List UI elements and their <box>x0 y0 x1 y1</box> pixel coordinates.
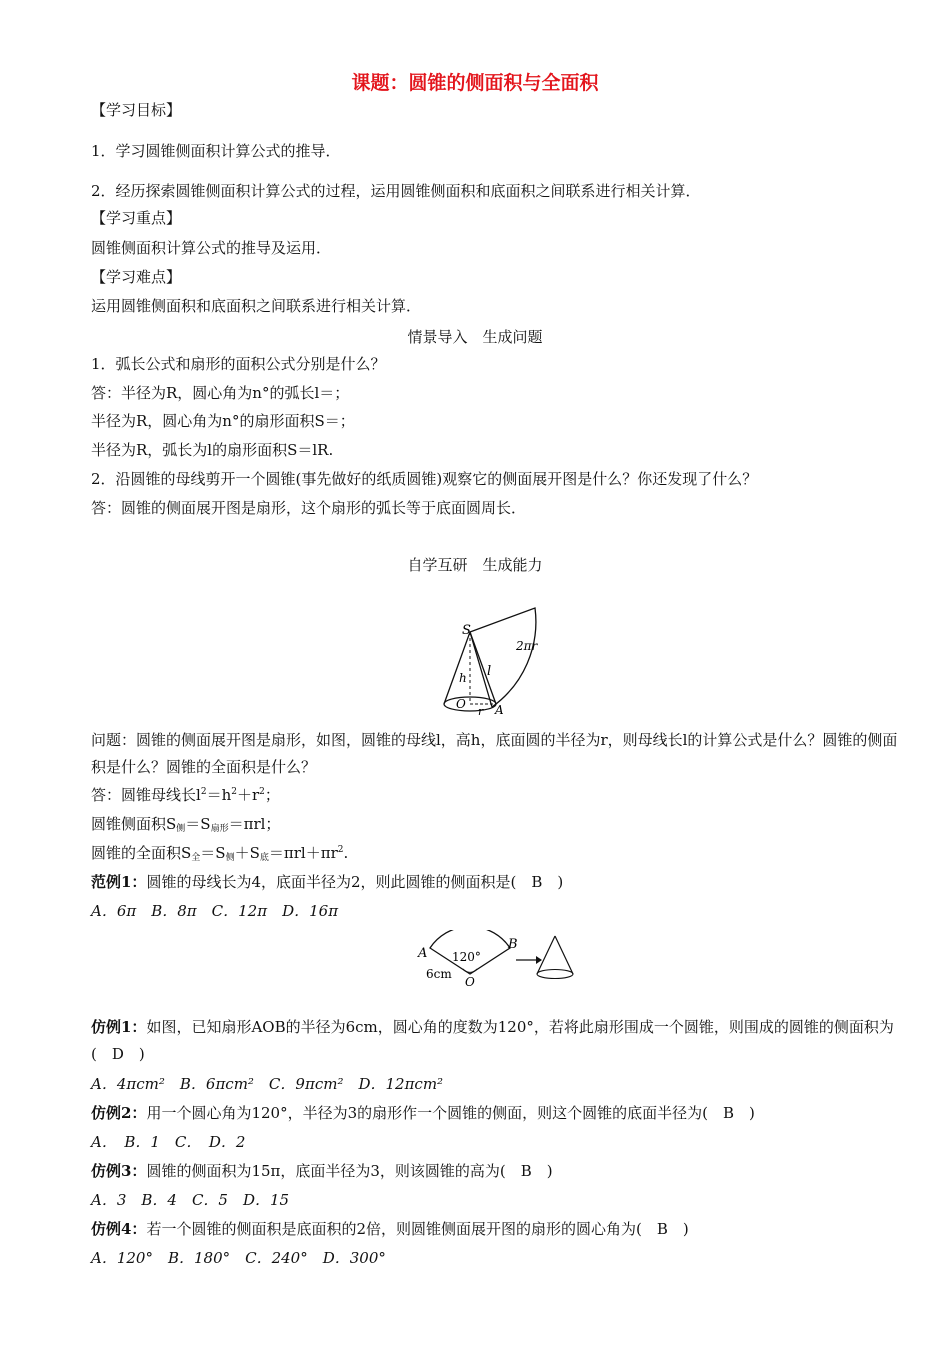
follow-example-4: 仿例4：若一个圆锥的侧面积是底面积的2倍，则圆锥侧面展开图的扇形的圆心角为( B ) <box>91 1220 689 1238</box>
problem-text: 问题：圆锥的侧面展开图是扇形，如图，圆锥的母线l，高h，底面圆的半径为r，则母线长l的计算公式是什么？圆锥的侧面积是什么？圆锥的全面积是什么？ <box>91 731 898 776</box>
key-heading: 【学习重点】 <box>91 209 182 227</box>
label-A: A <box>495 703 504 717</box>
label-S: S <box>462 623 471 638</box>
section1-heading: 情景导入 生成问题 <box>407 328 543 346</box>
example1-options: A．6π B．8π C．12π D．16π <box>91 902 339 920</box>
section2-heading: 自学互研 生成能力 <box>407 556 543 574</box>
follow-example-2-options: A． B．1 C． D．2 <box>91 1133 246 1151</box>
section1-a1-2: 半径为R，圆心角为n°的扇形面积S＝； <box>91 412 355 430</box>
arrow-head <box>536 956 542 964</box>
example1: 范例1：圆锥的母线长为4，底面半径为2，则此圆锥的侧面积是( B ) <box>91 873 564 891</box>
difficulty-heading: 【学习难点】 <box>91 268 182 286</box>
follow-example-1: 仿例1：如图，已知扇形AOB的半径为6cm，圆心角的度数为120°，若将此扇形围成一个圆锥，则围成的圆锥的侧面积为( D ) <box>91 1018 894 1063</box>
label-l: l <box>487 664 492 679</box>
goal-item-2: 2．经历探索圆锥侧面积计算公式的过程，运用圆锥侧面积和底面积之间联系进行相关计算． <box>91 182 701 200</box>
goals-heading: 【学习目标】 <box>91 101 182 119</box>
label-angle: 120° <box>452 950 481 964</box>
section1-q2: 2．沿圆锥的母线剪开一个圆锥(事先做好的纸质圆锥)观察它的侧面展开图是什么？你还发现了什么？ <box>91 470 758 488</box>
small-cone-base <box>537 970 573 979</box>
sector-to-cone-figure <box>412 930 582 992</box>
answer-side-area: 圆锥侧面积$S_侧=S_{扇形}=\pi rl$； <box>91 815 281 834</box>
section1-a2: 答：圆锥的侧面展开图是扇形，这个扇形的弧长等于底面圆周长． <box>91 499 527 517</box>
key-text: 圆锥侧面积计算公式的推导及运用． <box>91 239 332 257</box>
small-cone-left <box>537 936 555 974</box>
follow-example-1-options: A．4πcm² B．6πcm² C．9πcm² D．12πcm² <box>91 1075 444 1093</box>
label-O2: O <box>465 975 475 989</box>
label-r: r <box>478 705 484 718</box>
answer-full-area: 圆锥的全面积$S_全=S_侧+S_底=\pi rl+\pi r^2$. <box>91 844 349 863</box>
follow-example-4-options: A．120° B．180° C．240° D．300° <box>91 1249 386 1267</box>
cone-left-edge <box>444 632 470 704</box>
angle-arc <box>463 969 477 972</box>
section1-a1-1: 答：半径为R，圆心角为n°的弧长l＝； <box>91 384 350 402</box>
label-O: O <box>456 697 466 711</box>
label-B2: B <box>508 937 518 952</box>
goal-item-1: 1．学习圆锥侧面积计算公式的推导． <box>91 142 341 160</box>
label-h: h <box>459 671 467 685</box>
label-radius: 6cm <box>426 967 452 981</box>
section1-a1-3: 半径为R，弧长为l的扇形面积S＝lR. <box>91 441 334 459</box>
label-A2: A <box>418 946 428 961</box>
follow-example-3: 仿例3：圆锥的侧面积为15π，底面半径为3，则该圆锥的高为( B ) <box>91 1162 553 1180</box>
label-2pir: 2πr <box>516 639 538 653</box>
cone-net-figure <box>432 600 592 720</box>
page-title: 课题：圆锥的侧面积与全面积 <box>351 72 599 94</box>
answer-length: 答：圆锥母线长$l^2=h^2+r^2$； <box>91 786 280 804</box>
cone-right-edge <box>470 632 496 704</box>
section1-q1: 1．弧长公式和扇形的面积公式分别是什么？ <box>91 355 386 373</box>
follow-example-2: 仿例2：用一个圆心角为120°，半径为3的扇形作一个圆锥的侧面，则这个圆锥的底面半径为( B ) <box>91 1104 755 1122</box>
follow-example-3-options: A．3 B．4 C．5 D．15 <box>91 1191 290 1209</box>
difficulty-text: 运用圆锥侧面积和底面积之间联系进行相关计算． <box>91 297 422 315</box>
small-cone-right <box>555 936 573 974</box>
